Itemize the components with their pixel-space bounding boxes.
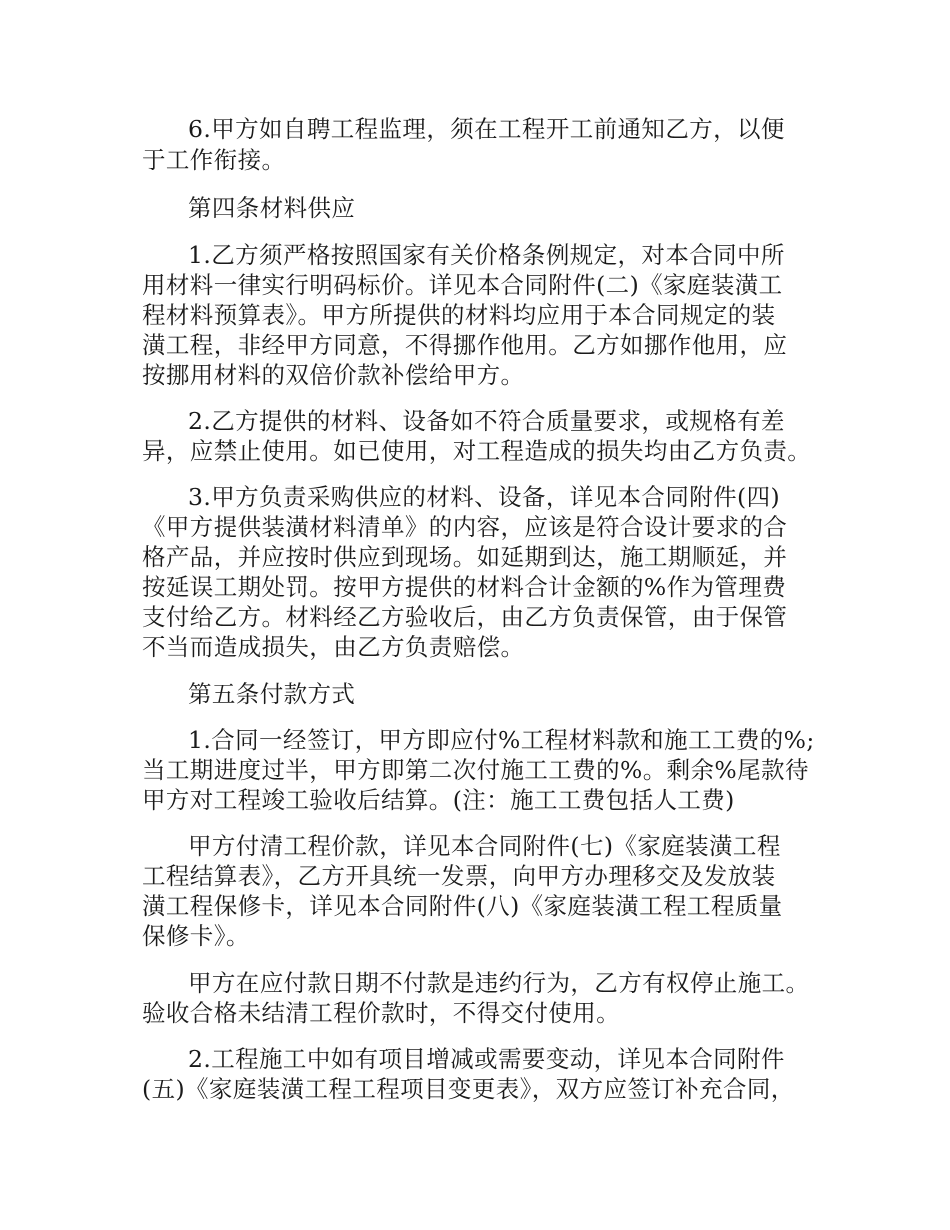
settlement-paragraph-line-1: 甲方付清工程价款，详见本合同附件(七)《家庭装潢工程 bbox=[188, 832, 781, 860]
article-5-heading: 第五条付款方式 bbox=[188, 680, 356, 708]
article-4-heading: 第四条材料供应 bbox=[188, 194, 356, 222]
payment-clause-1-line-3: 甲方对工程竣工验收后结算。(注：施工工费包括人工费) bbox=[142, 786, 735, 814]
material-clause-1-line-4: 潢工程，非经甲方同意，不得挪作他用。乙方如挪作他用，应 bbox=[142, 331, 788, 359]
clause-4-6-line-2: 于工作衔接。 bbox=[142, 146, 286, 174]
material-clause-3-line-3: 格产品，并应按时供应到现场。如延期到达，施工期顺延，并 bbox=[142, 543, 788, 571]
material-clause-3-line-1: 3.甲方负责采购供应的材料、设备，详见本合同附件(四) bbox=[188, 483, 781, 511]
payment-clause-2-line-1: 2.工程施工中如有项目增减或需要变动，详见本合同附件 bbox=[188, 1045, 785, 1073]
clause-4-6-line-1: 6.甲方如自聘工程监理，须在工程开工前通知乙方，以便 bbox=[188, 115, 785, 143]
material-clause-3-line-5: 支付给乙方。材料经乙方验收后，由乙方负责保管，由于保管 bbox=[142, 603, 788, 631]
material-clause-1-line-5: 按挪用材料的双倍价款补偿给甲方。 bbox=[142, 361, 525, 389]
material-clause-3-line-6: 不当而造成损失，由乙方负责赔偿。 bbox=[142, 633, 525, 661]
material-clause-1-line-3: 程材料预算表》。甲方所提供的材料均应用于本合同规定的装 bbox=[142, 301, 776, 329]
material-clause-3-line-2: 《甲方提供装潢材料清单》的内容，应该是符合设计要求的合 bbox=[142, 513, 788, 541]
settlement-paragraph-line-2: 工程结算表》，乙方开具统一发票，向甲方办理移交及发放装 bbox=[142, 862, 776, 890]
payment-clause-2-line-2: (五)《家庭装潢工程工程项目变更表》，双方应签订补充合同， bbox=[142, 1075, 795, 1103]
default-paragraph-line-1: 甲方在应付款日期不付款是违约行为，乙方有权停止施工。 bbox=[188, 969, 810, 997]
default-paragraph-line-2: 验收合格未结清工程价款时，不得交付使用。 bbox=[142, 999, 620, 1027]
material-clause-3-line-4: 按延误工期处罚。按甲方提供的材料合计金额的%作为管理费 bbox=[142, 573, 787, 601]
settlement-paragraph-line-3: 潢工程保修卡，详见本合同附件(八)《家庭装潢工程工程质量 bbox=[142, 892, 783, 920]
material-clause-1-line-1: 1.乙方须严格按照国家有关价格条例规定，对本合同中所 bbox=[188, 241, 785, 269]
payment-clause-1-line-1: 1.合同一经签订，甲方即应付%工程材料款和施工工费的%; bbox=[188, 726, 815, 754]
material-clause-1-line-2: 用材料一律实行明码标价。详见本合同附件(二)《家庭装潢工 bbox=[142, 271, 783, 299]
settlement-paragraph-line-4: 保修卡》。 bbox=[142, 922, 250, 950]
material-clause-2-line-2: 异，应禁止使用。如已使用，对工程造成的损失均由乙方负责。 bbox=[142, 437, 812, 465]
payment-clause-1-line-2: 当工期进度过半，甲方即第二次付施工工费的%。剩余%尾款待 bbox=[142, 756, 809, 784]
material-clause-2-line-1: 2.乙方提供的材料、设备如不符合质量要求，或规格有差 bbox=[188, 407, 785, 435]
